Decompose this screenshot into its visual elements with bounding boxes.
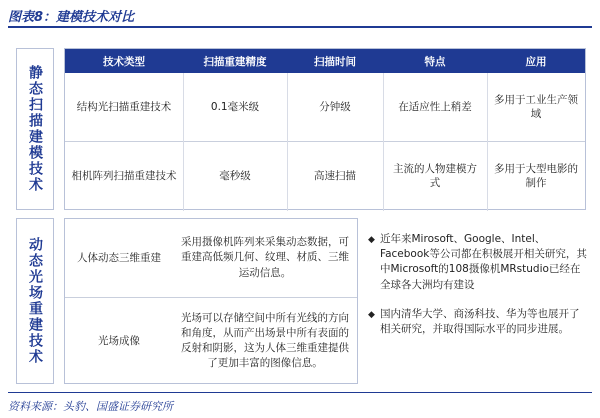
cell-tech-type: 相机阵列扫描重建技术 bbox=[71, 169, 177, 182]
dynamic-tech-description: 光场可以存储空间中所有光线的方向和角度，从而产出场景中所有表面的反射和阴影，这为人体三维重建提供了更加丰富的图像信息。 bbox=[181, 311, 349, 370]
column-divider bbox=[183, 73, 184, 211]
cell-application: 多用于大型电影的制作 bbox=[494, 162, 578, 189]
dynamic-table bbox=[64, 218, 358, 384]
footer-divider bbox=[8, 392, 592, 393]
diamond-bullet-icon: ◆ bbox=[368, 235, 375, 245]
header-features: 特点 bbox=[424, 55, 446, 68]
table-header-row bbox=[65, 49, 585, 73]
title-divider bbox=[8, 26, 592, 28]
dynamic-tech-name: 人体动态三维重建 bbox=[77, 251, 161, 264]
list-item bbox=[368, 307, 588, 337]
dynamic-section-label: 动态光场重建技术 bbox=[27, 237, 43, 365]
header-precision: 扫描重建精度 bbox=[203, 55, 267, 68]
source-note: 资料来源：头豹、国盛证券研究所 bbox=[8, 400, 173, 413]
cell-application: 多用于工业生产领域 bbox=[494, 93, 578, 120]
table-row bbox=[65, 73, 585, 141]
list-item bbox=[368, 232, 588, 293]
table-row bbox=[65, 219, 357, 297]
cell-scan-time: 高速扫描 bbox=[314, 169, 356, 182]
note-text: 近年来Mirosoft、Google、Intel、Facebook等公司都在积极展开相关研究，其中Microsoft的108摄像机MRstudio已经在全球各大洲均有建设 bbox=[380, 233, 587, 291]
cell-precision: 0.1毫米级 bbox=[210, 100, 260, 113]
column-divider bbox=[383, 73, 384, 211]
static-section-label: 静态扫描建模技术 bbox=[27, 65, 43, 193]
note-text: 国内清华大学、商汤科技、华为等也展开了相关研究，并取得国际水平的同步进展。 bbox=[380, 307, 580, 336]
cell-scan-time: 分钟级 bbox=[319, 100, 351, 113]
table-row bbox=[65, 298, 357, 384]
header-tech-type: 技术类型 bbox=[103, 55, 145, 68]
column-divider bbox=[487, 73, 488, 211]
table-row bbox=[65, 142, 585, 210]
static-comparison-table bbox=[64, 48, 586, 210]
header-scan-time: 扫描时间 bbox=[314, 55, 356, 68]
column-divider bbox=[287, 73, 288, 211]
cell-features: 在适应性上稍差 bbox=[398, 100, 472, 113]
cell-precision: 毫秒级 bbox=[219, 169, 251, 182]
research-notes bbox=[368, 232, 588, 351]
header-application: 应用 bbox=[525, 55, 547, 68]
figure-title: 图表8：建模技术对比 bbox=[8, 10, 135, 25]
dynamic-tech-description: 采用摄像机阵列来采集动态数据，可重建高低频几何、纹理、材质、三维运动信息。 bbox=[181, 236, 349, 279]
static-section-label-box bbox=[16, 48, 54, 210]
dynamic-tech-name: 光场成像 bbox=[98, 334, 140, 347]
cell-tech-type: 结构光扫描重建技术 bbox=[76, 100, 172, 113]
diamond-bullet-icon: ◆ bbox=[368, 309, 375, 320]
dynamic-section-label-box bbox=[16, 218, 54, 384]
cell-features: 主流的人物建模方式 bbox=[393, 162, 477, 189]
